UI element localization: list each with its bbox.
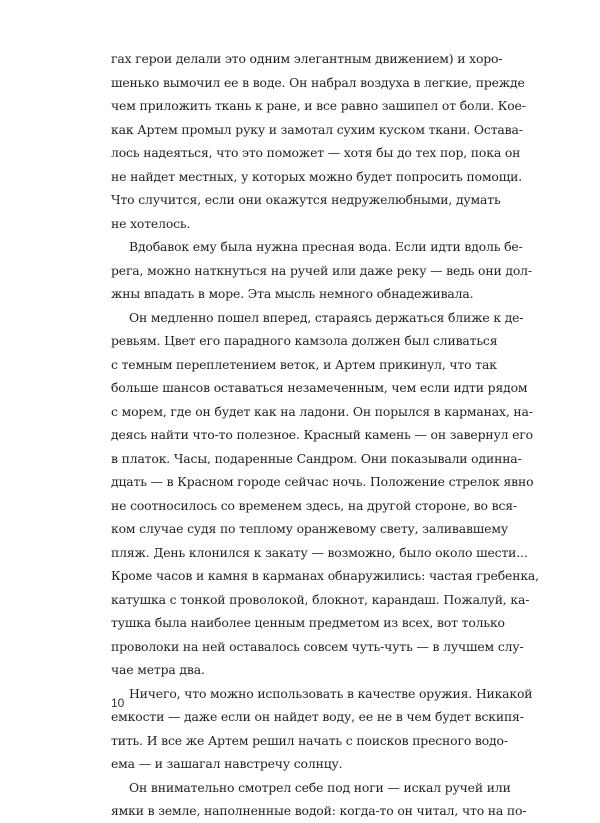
text-line: в платок. Часы, подаренные Сандром. Они показывали одинна- (111, 450, 522, 466)
body-text (111, 47, 539, 823)
page-number: 10 (111, 696, 125, 710)
text-line: как Артем промыл руку и замотал сухим куском ткани. Остава- (111, 121, 523, 137)
text-line: тушка была наиболее ценным предметом из всех, вот только (111, 615, 505, 630)
text-line: проволоки на ней оставалось совсем чуть-чуть — в лучшем слу- (111, 638, 524, 654)
text-line: больше шансов оставаться незамеченным, чем если идти рядом (111, 380, 528, 395)
text-line: Он медленно пошел вперед, стараясь держаться ближе к де- (129, 309, 524, 325)
text-line: емкости — даже если он найдет воду, ее не в чем будет вскипя- (111, 709, 524, 724)
text-line: ком случае судя по теплому оранжевому свету, заливавшему (111, 521, 508, 536)
text-line: гах герои делали это одним элегантным движением) и хоро- (111, 51, 503, 66)
text-line: пляж. День клонился к закату — возможно, было около шести... (111, 544, 528, 560)
text-line: чем приложить ткань к ране, и все равно зашипел от боли. Кое- (111, 98, 526, 113)
text-line: катушка с тонкой проволокой, блокнот, карандаш. Пожалуй, ка- (111, 591, 530, 607)
text-line: ямки в земле, наполненные водой: когда-то он читал, что на по- (111, 803, 527, 818)
text-line: дцать — в Красном городе сейчас ночь. Положение стрелок явно (111, 474, 534, 489)
text-line: с темным переплетением веток, и Артем прикинул, что так (111, 356, 497, 372)
text-line: не хотелось. (111, 215, 191, 231)
text-line: Вдобавок ему была нужна пресная вода. Если идти вдоль бе- (129, 239, 523, 254)
text-line: с морем, где он будет как на ладони. Он порылся в карманах, на- (111, 403, 533, 419)
text-line: не соотносилось со временем здесь, на другой стороне, во вся- (111, 497, 517, 513)
text-line: не найдет местных, у которых можно будет попросить помощи. (111, 168, 523, 184)
text-line: Кроме часов и камня в карманах обнаружились: частая гребенка, (111, 568, 539, 583)
text-line: лось надеяться, что это поможет — хотя бы до тех пор, пока он (111, 145, 521, 160)
text-line: шенько вымочил ее в воде. Он набрал воздуха в легкие, прежде (111, 74, 525, 90)
text-line: Что случится, если они окажутся недружелюбными, думать (111, 192, 501, 207)
text-line: жны впадать в море. Эта мысль немного обнадеживала. (111, 286, 474, 301)
text-line: ревьям. Цвет его парадного камзола должен был сливаться (111, 333, 498, 348)
text-line: чае метра два. (111, 662, 205, 677)
text-line: Ничего, что можно использовать в качестве оружия. Никакой (129, 685, 533, 701)
text-line: деясь найти что-то полезное. Красный камень — он завернул его (111, 427, 533, 442)
text-line: Он внимательно смотрел себе под ноги — искал ручей или (129, 779, 511, 795)
text-line: тить. И все же Артем решил начать с поисков пресного водо- (111, 732, 508, 748)
text-line: рега, можно наткнуться на ручей или даже реку — ведь они дол- (111, 262, 532, 278)
text-line: ема — и зашагал навстречу солнцу. (111, 756, 343, 771)
